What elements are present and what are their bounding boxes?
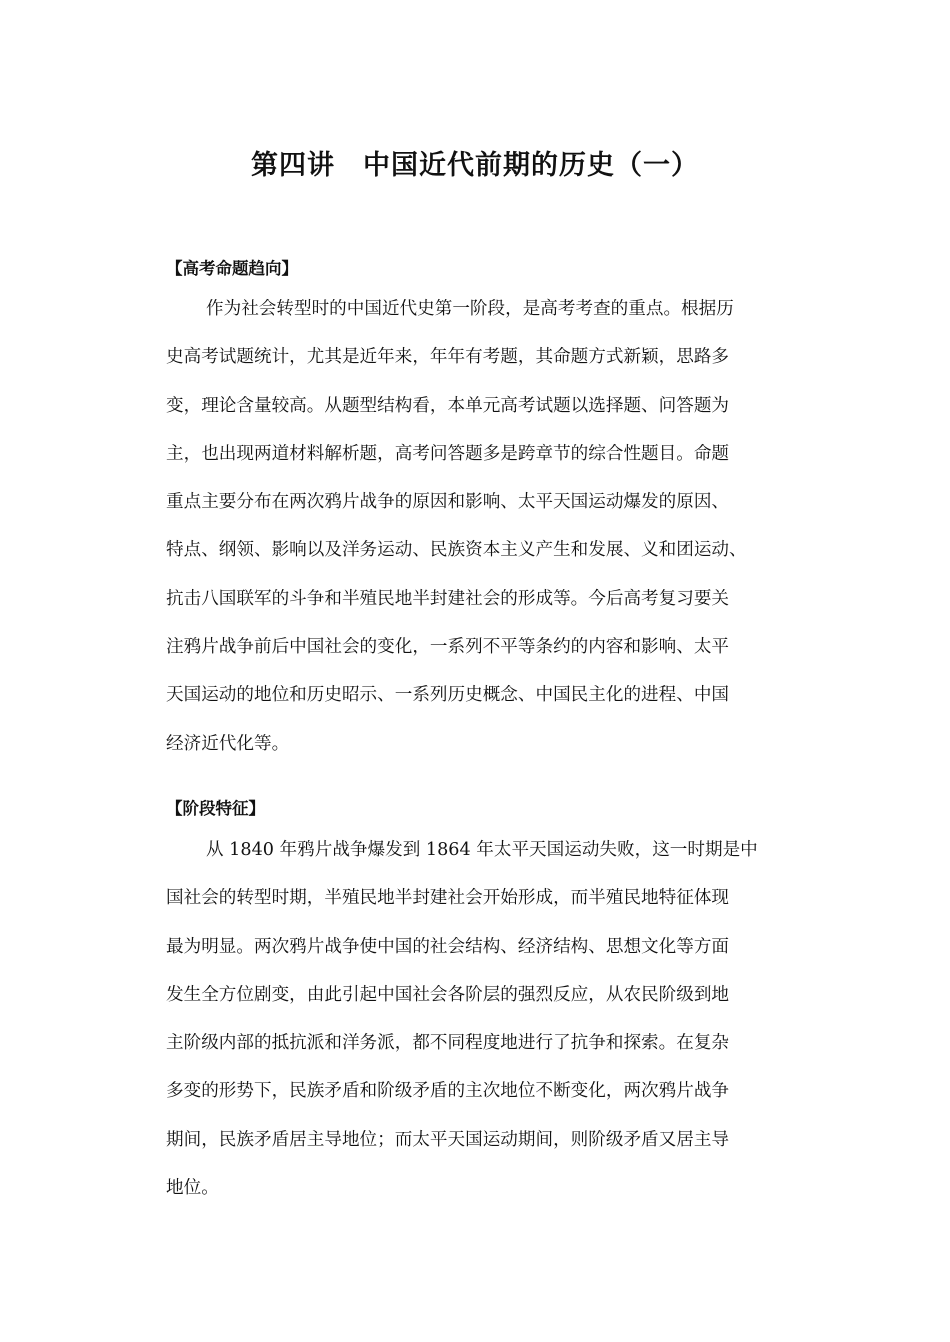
paragraph-line: 最为明显。两次鸦片战争使中国的社会结构、经济结构、思想文化等方面 [166, 936, 730, 957]
section-heading-exam-trends: 【高考命题趋向】 [166, 259, 298, 278]
paragraph-line: 地位。 [166, 1178, 219, 1199]
paragraph-line: 主阶级内部的抵抗派和洋务派，都不同程度地进行了抗争和探索。在复杂 [166, 1033, 730, 1054]
paragraph-line: 经济近代化等。 [166, 733, 290, 754]
paragraph-line: 国社会的转型时期，半殖民地半封建社会开始形成，而半殖民地特征体现 [166, 888, 730, 909]
section-paragraph-stage-features [166, 838, 806, 1224]
paragraph-line: 特点、纲领、影响以及洋务运动、民族资本主义产生和发展、义和团运动、 [166, 540, 747, 561]
paragraph-line: 注鸦片战争前后中国社会的变化，一系列不平等条约的内容和影响、太平 [166, 637, 730, 658]
paragraph-line: 作为社会转型时的中国近代史第一阶段，是高考考查的重点。根据历 [206, 299, 734, 319]
paragraph-line: 重点主要分布在两次鸦片战争的原因和影响、太平天国运动爆发的原因、 [166, 492, 730, 513]
paragraph-line: 从 1840 年鸦片战争爆发到 1864 年太平天国运动失败，这一时期是中 [206, 840, 758, 860]
document-title: 第四讲 中国近代前期的历史（一） [251, 150, 699, 181]
paragraph-line: 多变的形势下，民族矛盾和阶级矛盾的主次地位不断变化，两次鸦片战争 [166, 1081, 730, 1102]
section-paragraph-exam-trends [166, 297, 806, 780]
section-heading-stage-features: 【阶段特征】 [166, 799, 265, 818]
paragraph-line: 天国运动的地位和历史昭示、一系列历史概念、中国民主化的进程、中国 [166, 685, 730, 706]
paragraph-line: 期间，民族矛盾居主导地位；而太平天国运动期间，则阶级矛盾又居主导 [166, 1129, 730, 1150]
paragraph-line: 抗击八国联军的斗争和半殖民地半封建社会的形成等。今后高考复习要关 [166, 588, 730, 609]
paragraph-line: 变，理论含量较高。从题型结构看，本单元高考试题以选择题、问答题为 [166, 395, 730, 416]
paragraph-line: 史高考试题统计，尤其是近年来，年年有考题，其命题方式新颖，思路多 [166, 347, 730, 368]
paragraph-line: 发生全方位剧变，由此引起中国社会各阶层的强烈反应，从农民阶级到地 [166, 984, 730, 1005]
paragraph-line: 主，也出现两道材料解析题，高考问答题多是跨章节的综合性题目。命题 [166, 443, 730, 464]
